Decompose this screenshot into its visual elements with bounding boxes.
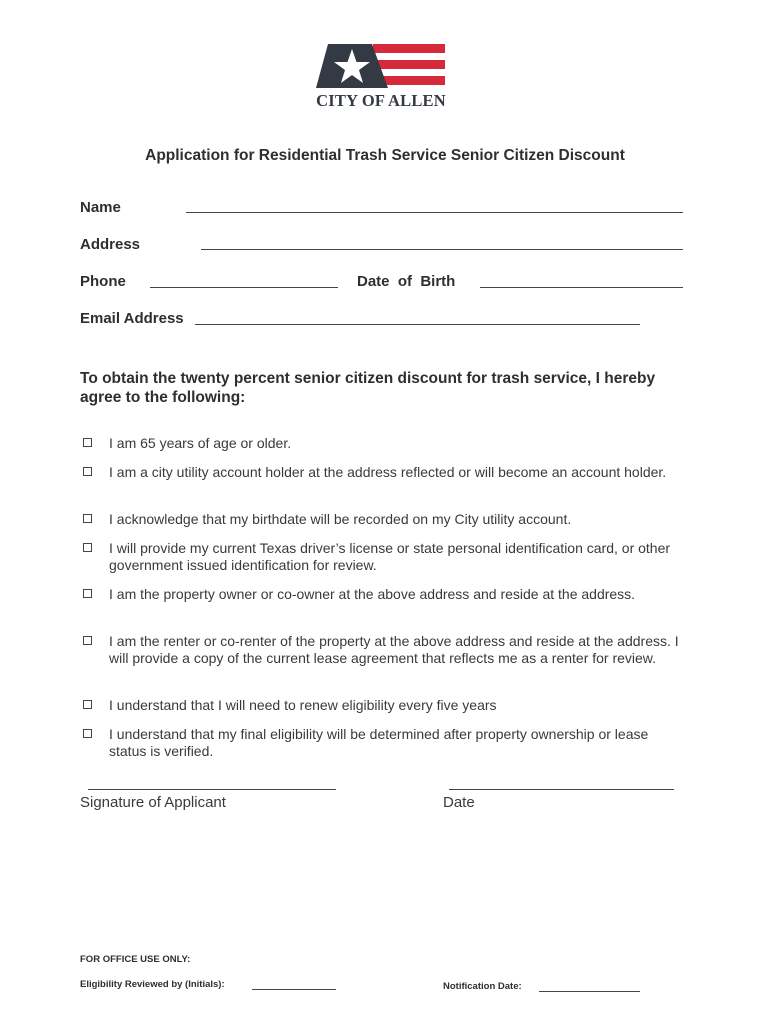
checklist-item-text: I am the property owner or co-owner at the above address and reside at the address. bbox=[109, 586, 636, 602]
city-flag-star-icon bbox=[316, 42, 446, 90]
phone-field[interactable] bbox=[150, 287, 338, 288]
signature-date-field[interactable] bbox=[449, 789, 674, 790]
name-label: Name bbox=[80, 199, 121, 216]
checklist-item-text: I acknowledge that my birthdate will be recorded on my City utility account. bbox=[109, 511, 572, 527]
address-label: Address bbox=[80, 236, 141, 253]
name-field[interactable] bbox=[186, 212, 683, 213]
eligibility-reviewed-label: Eligibility Reviewed by (Initials): bbox=[80, 979, 225, 990]
email-label: Email Address bbox=[80, 310, 184, 327]
dob-field[interactable] bbox=[480, 287, 683, 288]
email-field[interactable] bbox=[195, 324, 640, 325]
checkbox[interactable] bbox=[83, 700, 92, 709]
signature-field[interactable] bbox=[88, 789, 336, 790]
checklist-item-text: I will provide my current Texas driver’s license or state personal identification card, or other government issued identification for review. bbox=[109, 540, 671, 573]
city-logo bbox=[316, 42, 446, 110]
checklist-item-text: I am a city utility account holder at the address reflected or will become an account holder. bbox=[109, 464, 667, 480]
notification-date-label: Notification Date: bbox=[443, 981, 522, 992]
eligibility-reviewed-field[interactable] bbox=[252, 989, 336, 990]
checkbox[interactable] bbox=[83, 543, 92, 552]
dob-label: Date of Birth bbox=[357, 273, 456, 290]
checkbox[interactable] bbox=[83, 636, 92, 645]
checklist-item-text: I understand that my final eligibility will be determined after property ownership or lease status is verified. bbox=[109, 726, 649, 759]
agreement-intro: To obtain the twenty percent senior citizen discount for trash service, I hereby agree to the following: bbox=[80, 370, 656, 406]
checkbox[interactable] bbox=[83, 514, 92, 523]
signature-date-label: Date bbox=[443, 794, 475, 811]
signature-label: Signature of Applicant bbox=[80, 794, 226, 811]
logo-text: CITY OF ALLEN bbox=[316, 91, 446, 110]
checkbox[interactable] bbox=[83, 438, 92, 447]
checklist-item-text: I am the renter or co-renter of the property at the above address and reside at the address. I will provide a copy of the current lease agreement that reflects me as a renter for review. bbox=[109, 633, 679, 666]
phone-label: Phone bbox=[80, 273, 126, 290]
checkbox[interactable] bbox=[83, 729, 92, 738]
office-use-header: FOR OFFICE USE ONLY: bbox=[80, 954, 191, 965]
checklist-item-text: I understand that I will need to renew eligibility every five years bbox=[109, 697, 497, 713]
checkbox[interactable] bbox=[83, 589, 92, 598]
checkbox[interactable] bbox=[83, 467, 92, 476]
address-field[interactable] bbox=[201, 249, 683, 250]
checklist-item-text: I am 65 years of age or older. bbox=[109, 435, 292, 451]
notification-date-field[interactable] bbox=[539, 991, 640, 992]
page-title: Application for Residential Trash Service Senior Citizen Discount bbox=[145, 147, 625, 164]
